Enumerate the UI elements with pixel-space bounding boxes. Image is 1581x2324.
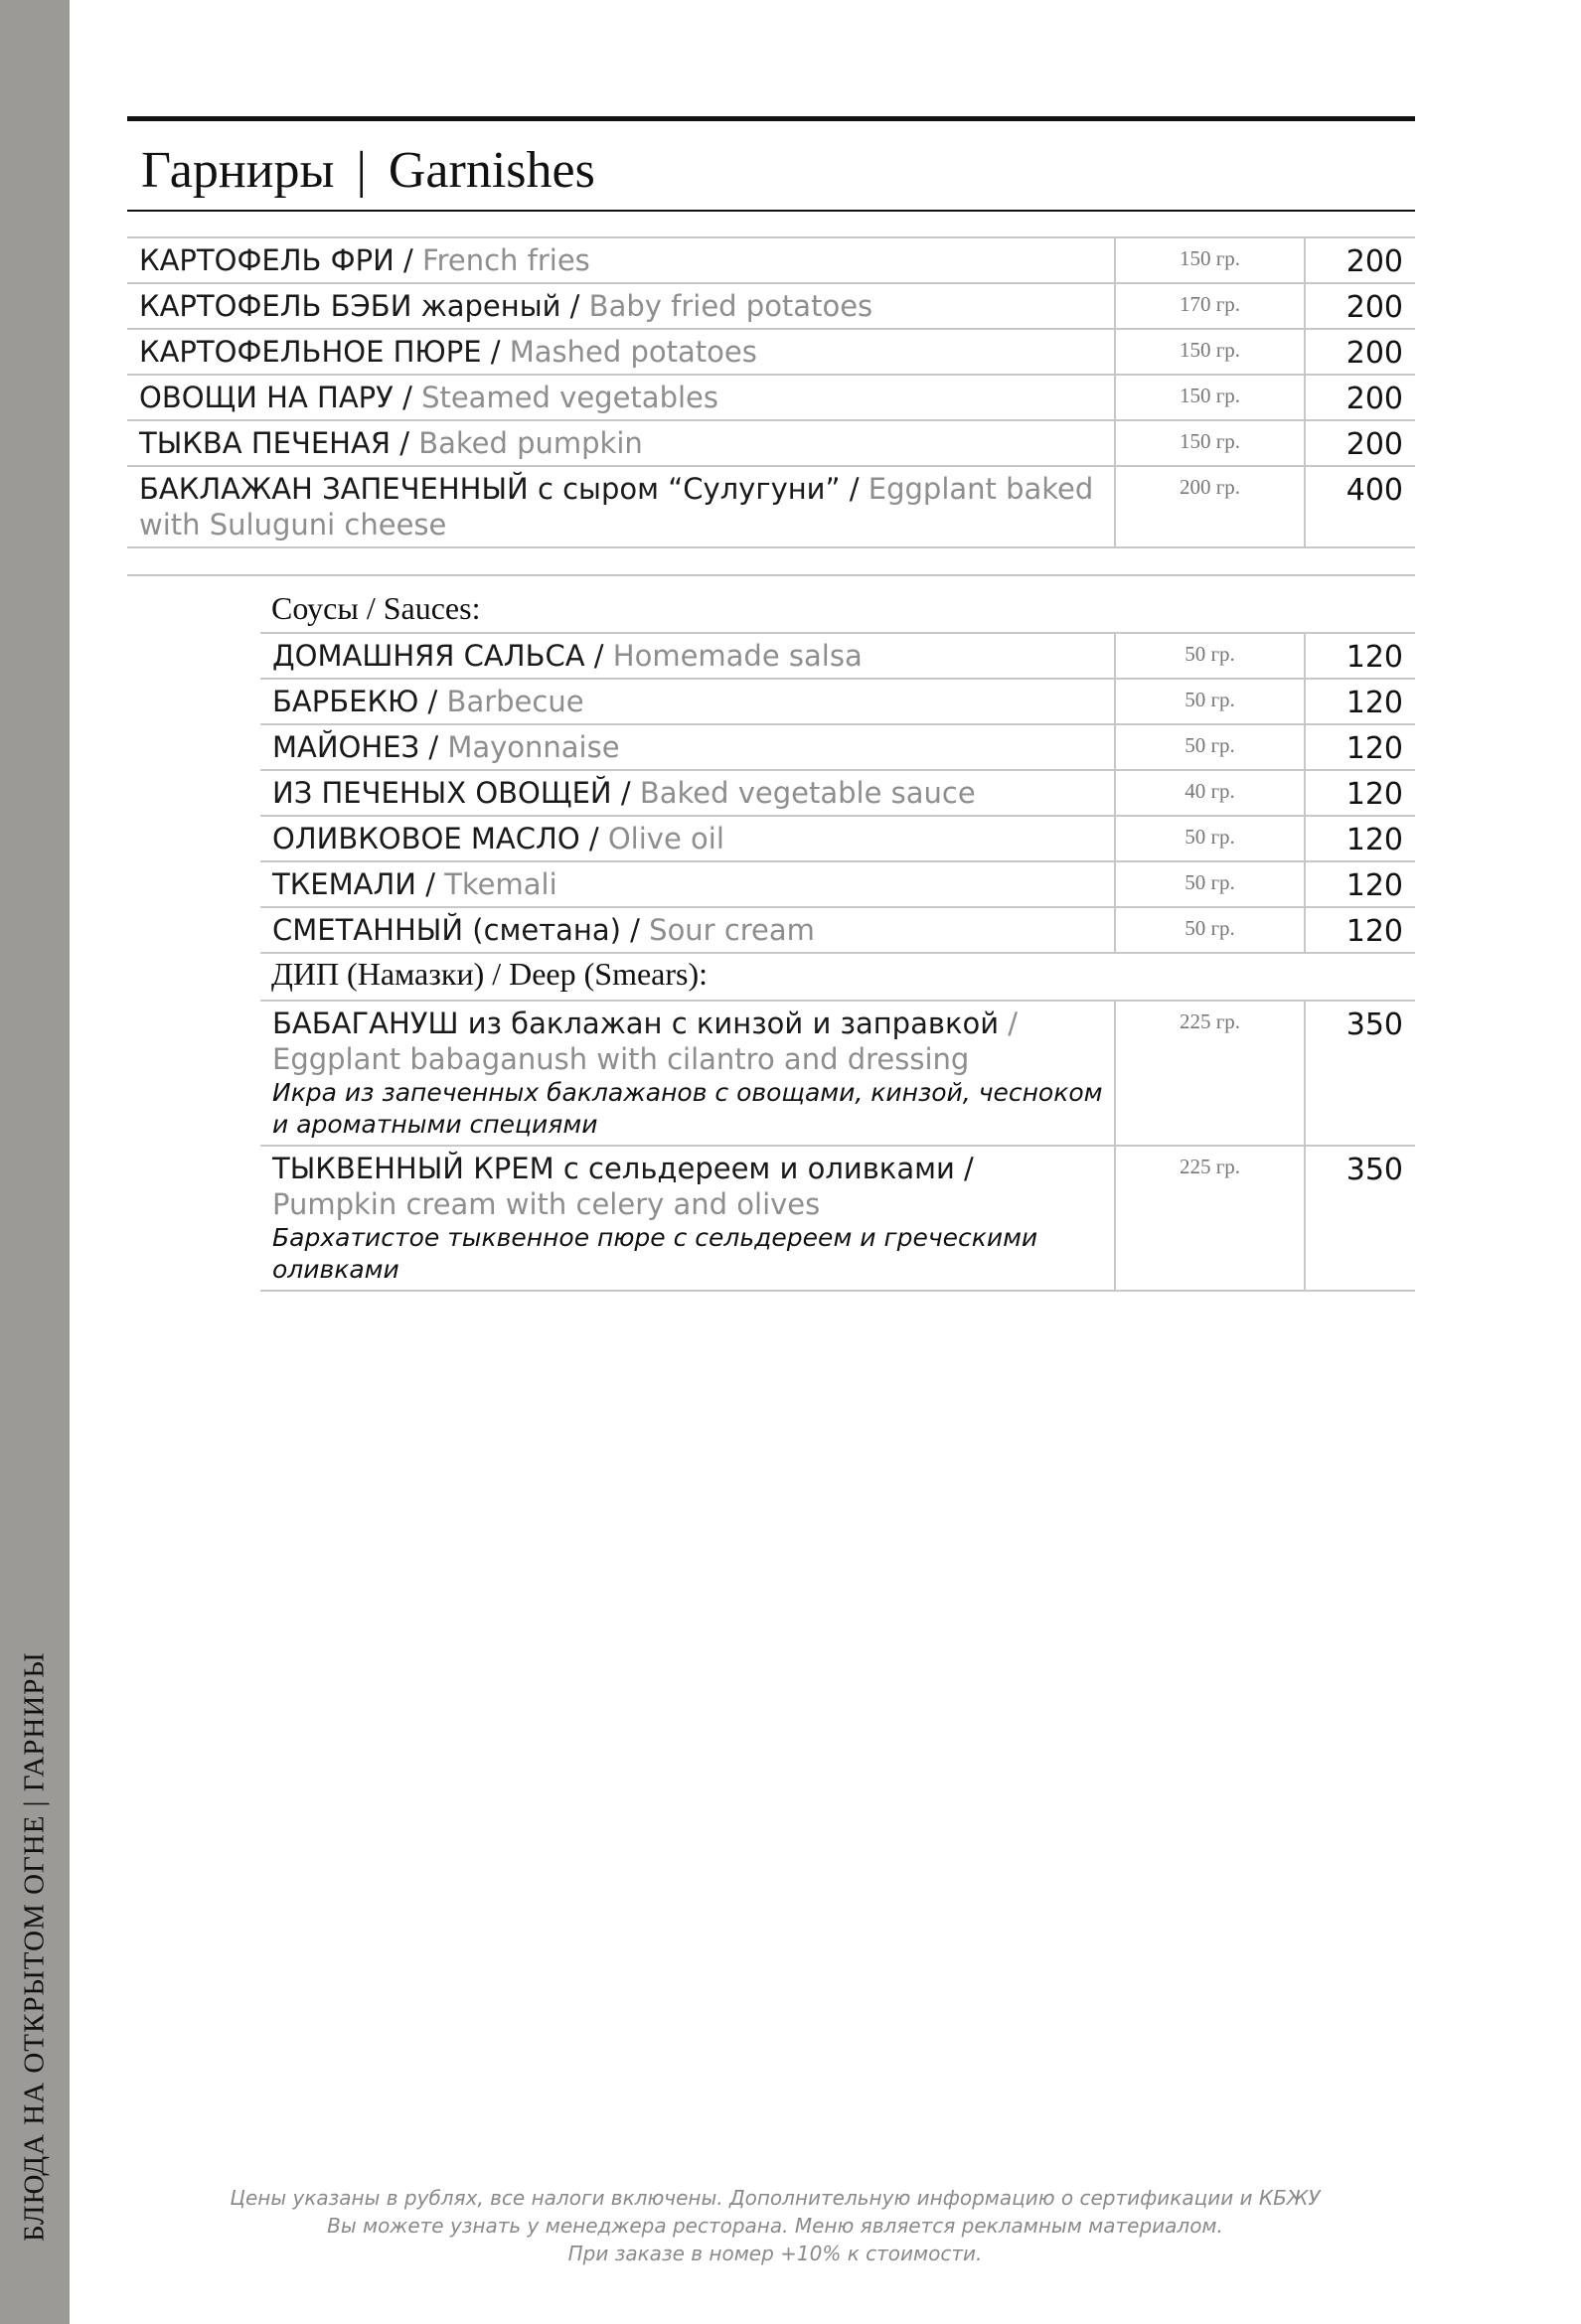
item-name-en: Barbecue bbox=[446, 685, 584, 718]
dips-table bbox=[260, 1000, 1415, 1292]
dips-heading: ДИП (Намазки) / Deep (Smears): bbox=[271, 956, 709, 992]
item-weight: 200 гр. bbox=[1115, 466, 1305, 547]
item-name-en: Baked pumpkin bbox=[418, 426, 643, 460]
menu-item-row bbox=[260, 770, 1415, 816]
menu-item-row bbox=[260, 907, 1415, 953]
sidebar bbox=[0, 0, 70, 2324]
item-weight: 170 гр. bbox=[1115, 283, 1305, 329]
item-weight: 50 гр. bbox=[1115, 679, 1305, 724]
item-name-ru: СМЕТАННЫЙ (сметана) / bbox=[272, 913, 650, 947]
item-name bbox=[127, 283, 1115, 329]
item-name-en: Baby fried potatoes bbox=[588, 289, 873, 323]
menu-item-row bbox=[260, 633, 1415, 679]
menu-item-row bbox=[260, 816, 1415, 861]
item-price: 120 bbox=[1305, 724, 1415, 770]
item-weight: 150 гр. bbox=[1115, 237, 1305, 283]
item-name-en: Tkemali bbox=[444, 867, 557, 901]
item-name-en: / Eggplant babaganush with cilantro and dressing bbox=[272, 1007, 1019, 1076]
item-price: 120 bbox=[1305, 679, 1415, 724]
item-price: 350 bbox=[1305, 1001, 1415, 1146]
sauces-table bbox=[260, 632, 1415, 954]
menu-item-row bbox=[260, 861, 1415, 907]
item-price: 200 bbox=[1305, 375, 1415, 420]
item-name-ru: КАРТОФЕЛЬНОЕ ПЮРЕ / bbox=[139, 335, 510, 369]
item-price: 200 bbox=[1305, 420, 1415, 466]
item-name bbox=[127, 420, 1115, 466]
menu-item-row bbox=[127, 466, 1415, 547]
item-price: 350 bbox=[1305, 1146, 1415, 1291]
footer-line: Вы можете узнать у менеджера ресторана. Меню является рекламным материалом. bbox=[327, 2214, 1223, 2238]
item-name-ru: ТЫКВА ПЕЧЕНАЯ / bbox=[139, 426, 419, 460]
item-name-ru: ОВОЩИ НА ПАРУ / bbox=[139, 381, 422, 414]
item-name-en: Homemade salsa bbox=[612, 639, 863, 673]
item-weight: 50 гр. bbox=[1115, 861, 1305, 907]
item-name bbox=[260, 633, 1115, 679]
garnishes-table bbox=[127, 236, 1415, 548]
item-name bbox=[127, 466, 1115, 547]
title-en: Garnishes bbox=[388, 142, 595, 199]
menu-item-row bbox=[260, 724, 1415, 770]
item-weight: 50 гр. bbox=[1115, 724, 1305, 770]
item-name bbox=[127, 237, 1115, 283]
item-price: 120 bbox=[1305, 770, 1415, 816]
footer-line: При заказе в номер +10% к стоимости. bbox=[567, 2242, 983, 2265]
item-name-en: Mayonnaise bbox=[447, 730, 620, 764]
item-name-ru: БАРБЕКЮ / bbox=[272, 685, 447, 718]
item-name bbox=[127, 375, 1115, 420]
item-weight: 50 гр. bbox=[1115, 816, 1305, 861]
item-name bbox=[260, 679, 1115, 724]
item-name-en: Eggplant baked with Suluguni cheese bbox=[139, 472, 1094, 542]
menu-item-row bbox=[127, 283, 1415, 329]
item-weight: 40 гр. bbox=[1115, 770, 1305, 816]
item-name-ru: ДОМАШНЯЯ САЛЬСА / bbox=[272, 639, 613, 673]
item-price: 120 bbox=[1305, 907, 1415, 953]
item-price: 200 bbox=[1305, 283, 1415, 329]
item-name bbox=[127, 329, 1115, 375]
item-name-ru: БАКЛАЖАН ЗАПЕЧЕННЫЙ с сыром “Сулугуни” / bbox=[139, 472, 869, 506]
item-name-en: Olive oil bbox=[607, 822, 724, 855]
menu-item-row bbox=[127, 329, 1415, 375]
item-name bbox=[260, 816, 1115, 861]
item-name-ru: ОЛИВКОВОЕ МАСЛО / bbox=[272, 822, 608, 855]
menu-item-row bbox=[260, 1001, 1415, 1146]
item-weight: 150 гр. bbox=[1115, 375, 1305, 420]
item-name-ru: ИЗ ПЕЧЕНЫХ ОВОЩЕЙ / bbox=[272, 776, 640, 810]
menu-item-row bbox=[127, 420, 1415, 466]
item-name-en: Steamed vegetables bbox=[421, 381, 718, 414]
item-name-ru: БАБАГАНУШ из баклажан с кинзой и заправкой bbox=[272, 1007, 1009, 1040]
item-name-en: Baked vegetable sauce bbox=[639, 776, 976, 810]
title-separator: | bbox=[356, 142, 367, 199]
item-name-en: Sour cream bbox=[649, 913, 815, 947]
item-name-ru: ТЫКВЕННЫЙ КРЕМ с сельдереем и оливками / bbox=[272, 1152, 974, 1185]
sidebar-label: БЛЮДА НА ОТКРЫТОМ ОГНЕ | ГАРНИРЫ bbox=[18, 1651, 51, 2242]
item-weight: 225 гр. bbox=[1115, 1146, 1305, 1291]
menu-item-row bbox=[127, 237, 1415, 283]
item-description: Бархатистое тыквенное пюре с сельдереем и греческими оливками bbox=[272, 1223, 1038, 1284]
item-price: 120 bbox=[1305, 816, 1415, 861]
item-name-ru: КАРТОФЕЛЬ БЭБИ жареный / bbox=[139, 289, 589, 323]
item-weight: 150 гр. bbox=[1115, 420, 1305, 466]
item-price: 120 bbox=[1305, 633, 1415, 679]
item-name-ru: ТКЕМАЛИ / bbox=[272, 867, 445, 901]
item-name bbox=[260, 1146, 1115, 1291]
item-name bbox=[260, 724, 1115, 770]
item-price: 400 bbox=[1305, 466, 1415, 547]
item-name bbox=[260, 861, 1115, 907]
section-divider bbox=[127, 574, 1415, 576]
item-price: 200 bbox=[1305, 237, 1415, 283]
section-title-bar bbox=[127, 116, 1415, 212]
menu-item-row bbox=[260, 679, 1415, 724]
item-price: 120 bbox=[1305, 861, 1415, 907]
item-name-en: Pumpkin cream with celery and olives bbox=[272, 1187, 821, 1221]
title-ru: Гарниры bbox=[141, 142, 335, 199]
item-name bbox=[260, 770, 1115, 816]
item-weight: 150 гр. bbox=[1115, 329, 1305, 375]
menu-item-row bbox=[260, 1146, 1415, 1291]
item-weight: 50 гр. bbox=[1115, 907, 1305, 953]
item-name-en: Mashed potatoes bbox=[509, 335, 757, 369]
item-price: 200 bbox=[1305, 329, 1415, 375]
item-name bbox=[260, 1001, 1115, 1146]
item-name bbox=[260, 907, 1115, 953]
item-description: Икра из запеченных баклажанов с овощами, кинзой, чесноком и ароматными специями bbox=[272, 1078, 1103, 1139]
item-weight: 50 гр. bbox=[1115, 633, 1305, 679]
item-name-en: French fries bbox=[422, 243, 590, 277]
page-title bbox=[141, 141, 595, 200]
footer-note bbox=[129, 2184, 1421, 2267]
footer-line: Цены указаны в рублях, все налоги включены. Дополнительную информацию о сертификации и КБЖУ bbox=[230, 2186, 1321, 2210]
item-weight: 225 гр. bbox=[1115, 1001, 1305, 1146]
item-name-ru: КАРТОФЕЛЬ ФРИ / bbox=[139, 243, 423, 277]
sauces-heading: Соусы / Sauces: bbox=[271, 590, 481, 626]
menu-item-row bbox=[127, 375, 1415, 420]
item-name-ru: МАЙОНЕЗ / bbox=[272, 730, 448, 764]
